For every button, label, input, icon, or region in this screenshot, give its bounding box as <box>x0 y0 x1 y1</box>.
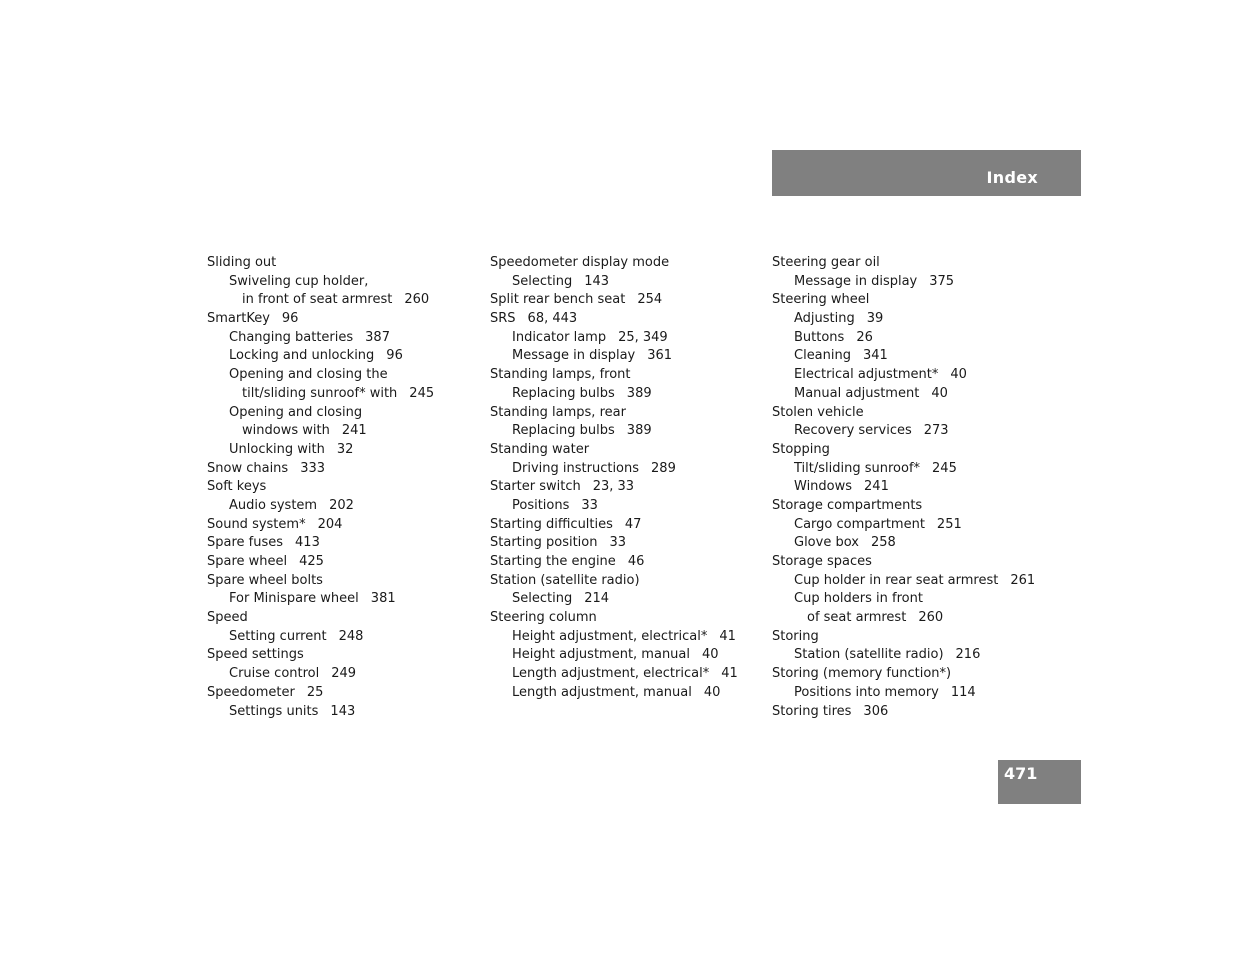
entry-text: Replacing bulbs <box>512 423 615 439</box>
index-subentry <box>772 609 1042 628</box>
entry-text: Split rear bench seat <box>490 292 626 308</box>
entry-page-ref: 68, 443 <box>527 311 578 327</box>
index-entry <box>772 404 1042 423</box>
index-entry <box>207 516 477 535</box>
entry-text: Positions <box>512 497 570 513</box>
index-column-2 <box>490 254 760 703</box>
entry-page-ref: 425 <box>299 554 324 569</box>
index-subentry <box>490 646 760 665</box>
entry-text: Steering column <box>490 610 597 626</box>
entry-page-ref: 204 <box>317 516 343 532</box>
index-subentry <box>207 291 477 310</box>
entry-text: Station (satellite radio) <box>794 647 944 663</box>
entry-text: Changing batteries <box>229 329 354 345</box>
entry-text: Adjusting <box>794 311 855 327</box>
entry-text: of seat armrest <box>807 610 907 626</box>
entry-text: Storing (memory function*) <box>772 666 952 682</box>
entry-page-ref: 32 <box>336 441 354 457</box>
entry-page-ref: 41 <box>721 666 738 682</box>
index-entry <box>772 291 1042 310</box>
index-entry <box>490 404 760 423</box>
entry-text: Steering gear oil <box>772 255 880 270</box>
entry-text: Opening and closing the <box>229 367 388 383</box>
index-entry <box>207 478 477 497</box>
entry-text: Driving instructions <box>512 460 640 476</box>
entry-text: Speedometer display mode <box>490 255 670 270</box>
entry-page-ref: 413 <box>295 535 320 551</box>
entry-text: tilt/sliding sunroof* with <box>242 385 398 401</box>
index-column-1 <box>207 254 477 721</box>
entry-page-ref: 41 <box>719 628 736 644</box>
index-subentry <box>490 329 760 348</box>
index-entry <box>207 572 477 591</box>
index-subentry <box>490 628 760 647</box>
index-subentry <box>490 385 760 404</box>
entry-page-ref: 333 <box>300 460 326 476</box>
index-subentry <box>490 273 760 292</box>
index-subentry <box>207 665 477 684</box>
entry-text: Opening and closing <box>229 404 363 420</box>
entry-page-ref: 40 <box>931 385 948 401</box>
index-entry <box>490 572 760 591</box>
entry-page-ref: 389 <box>626 385 652 401</box>
entry-text: Steering wheel <box>772 292 870 308</box>
entry-text: Audio system <box>229 497 318 513</box>
entry-page-ref: 25, 349 <box>618 329 668 345</box>
index-subentry <box>772 572 1042 591</box>
entry-text: Message in display <box>512 348 636 364</box>
index-entry <box>207 553 477 572</box>
index-entry <box>207 254 477 273</box>
entry-text: For Minispare wheel <box>229 591 359 607</box>
page-title: Index <box>986 168 1038 187</box>
entry-page-ref: 40 <box>950 367 967 383</box>
index-entry <box>490 553 760 572</box>
header-bar <box>772 150 1081 196</box>
entry-page-ref: 46 <box>627 554 645 569</box>
index-subentry <box>772 347 1042 366</box>
index-subentry <box>490 422 760 441</box>
entry-page-ref: 361 <box>647 348 673 364</box>
index-subentry <box>207 422 477 441</box>
index-subentry <box>207 441 477 460</box>
entry-text: Unlocking with <box>229 441 325 457</box>
entry-text: Standing water <box>490 441 590 457</box>
index-subentry <box>207 497 477 516</box>
index-subentry <box>490 497 760 516</box>
index-entry <box>207 609 477 628</box>
entry-page-ref: 261 <box>1010 572 1036 588</box>
index-subentry <box>207 590 477 609</box>
entry-text: Storage spaces <box>772 554 872 569</box>
index-subentry <box>490 347 760 366</box>
entry-page-ref: 143 <box>584 273 610 289</box>
index-subentry <box>207 366 477 385</box>
index-subentry <box>207 273 477 292</box>
entry-page-ref: 289 <box>651 460 676 476</box>
entry-text: SRS <box>490 311 516 327</box>
entry-text: Electrical adjustment* <box>794 367 939 383</box>
entry-text: Speedometer <box>207 684 295 700</box>
index-subentry <box>772 329 1042 348</box>
entry-text: Setting current <box>229 628 327 644</box>
entry-text: Indicator lamp <box>512 329 607 345</box>
entry-page-ref: 341 <box>863 348 888 364</box>
entry-text: Length adjustment, manual <box>512 684 692 700</box>
entry-page-ref: 23, 33 <box>592 479 635 495</box>
entry-page-ref: 241 <box>864 479 889 495</box>
entry-text: Sliding out <box>207 255 277 270</box>
entry-page-ref: 306 <box>863 703 889 719</box>
entry-text: Length adjustment, electrical* <box>512 666 710 682</box>
entry-page-ref: 202 <box>329 497 354 513</box>
entry-page-ref: 254 <box>637 292 663 308</box>
entry-text: Standing lamps, rear <box>490 404 626 420</box>
index-entry <box>490 478 760 497</box>
entry-page-ref: 26 <box>856 329 873 345</box>
entry-page-ref: 260 <box>404 292 430 308</box>
index-subentry <box>772 478 1042 497</box>
index-subentry <box>207 703 477 722</box>
index-subentry <box>207 628 477 647</box>
entry-text: Replacing bulbs <box>512 385 615 401</box>
entry-page-ref: 39 <box>866 311 884 327</box>
index-subentry <box>207 385 477 404</box>
index-subentry <box>207 329 477 348</box>
index-subentry <box>772 310 1042 329</box>
index-column-3 <box>772 254 1042 721</box>
index-entry <box>490 441 760 460</box>
entry-text: Standing lamps, front <box>490 367 631 383</box>
index-entry <box>490 534 760 553</box>
index-subentry <box>772 385 1042 404</box>
entry-page-ref: 258 <box>870 535 896 551</box>
index-subentry <box>772 366 1042 385</box>
entry-page-ref: 25 <box>306 684 324 700</box>
index-subentry <box>490 684 760 703</box>
entry-text: Starting position <box>490 535 598 551</box>
index-entry <box>490 366 760 385</box>
entry-text: Cup holders in front <box>794 591 923 607</box>
entry-text: Storing <box>772 628 819 644</box>
index-entry <box>207 310 477 329</box>
entry-text: Spare wheel <box>207 554 288 569</box>
entry-text: Swiveling cup holder, <box>229 273 369 289</box>
index-entry <box>772 553 1042 572</box>
entry-page-ref: 214 <box>584 591 610 607</box>
entry-page-ref: 273 <box>923 423 949 439</box>
entry-text: Speed <box>207 610 248 626</box>
index-entry <box>772 628 1042 647</box>
index-subentry <box>772 460 1042 479</box>
index-subentry <box>490 590 760 609</box>
index-entry <box>772 665 1042 684</box>
entry-text: Recovery services <box>794 423 912 439</box>
entry-text: Cargo compartment <box>794 516 925 532</box>
entry-text: Tilt/sliding sunroof* <box>794 460 921 476</box>
index-entry <box>207 684 477 703</box>
page-number: 471 <box>1004 764 1038 783</box>
index-subentry <box>490 460 760 479</box>
index-subentry <box>772 646 1042 665</box>
entry-page-ref: 96 <box>386 348 403 364</box>
index-subentry <box>772 590 1042 609</box>
entry-text: Selecting <box>512 591 573 607</box>
entry-text: Snow chains <box>207 460 289 476</box>
entry-text: Positions into memory <box>794 684 939 700</box>
index-entry <box>772 703 1042 722</box>
entry-page-ref: 387 <box>365 329 390 345</box>
entry-page-ref: 381 <box>370 591 396 607</box>
entry-text: Sound system* <box>207 516 306 532</box>
entry-text: Locking and unlocking <box>229 348 375 364</box>
entry-page-ref: 40 <box>703 684 721 700</box>
entry-text: in front of seat armrest <box>242 292 393 308</box>
index-entry <box>772 497 1042 516</box>
entry-page-ref: 245 <box>932 460 957 476</box>
index-subentry <box>207 404 477 423</box>
entry-page-ref: 143 <box>330 703 356 719</box>
index-subentry <box>772 273 1042 292</box>
entry-text: Cruise control <box>229 666 320 682</box>
entry-page-ref: 96 <box>281 311 299 327</box>
entry-page-ref: 47 <box>624 516 642 532</box>
entry-text: Stopping <box>772 441 830 457</box>
entry-text: Storage compartments <box>772 497 923 513</box>
index-subentry <box>772 684 1042 703</box>
entry-page-ref: 40 <box>702 647 719 663</box>
entry-text: Message in display <box>794 273 918 289</box>
index-entry <box>207 460 477 479</box>
index-entry <box>207 646 477 665</box>
entry-text: Buttons <box>794 329 845 345</box>
index-entry <box>490 609 760 628</box>
entry-text: Station (satellite radio) <box>490 572 640 588</box>
entry-text: Starting difficulties <box>490 516 613 532</box>
entry-page-ref: 33 <box>609 535 627 551</box>
entry-text: Manual adjustment <box>794 385 920 401</box>
entry-page-ref: 260 <box>918 610 944 626</box>
entry-text: Height adjustment, manual <box>512 647 690 663</box>
entry-text: Cup holder in rear seat armrest <box>794 572 999 588</box>
index-subentry <box>490 665 760 684</box>
entry-text: Spare fuses <box>207 535 284 551</box>
entry-text: SmartKey <box>207 311 270 327</box>
index-entry <box>490 254 760 273</box>
entry-text: Stolen vehicle <box>772 404 864 420</box>
entry-text: Spare wheel bolts <box>207 572 323 588</box>
page-number-box <box>998 760 1081 804</box>
entry-page-ref: 389 <box>626 423 652 439</box>
entry-text: Cleaning <box>794 348 851 364</box>
index-entry <box>490 516 760 535</box>
entry-text: Selecting <box>512 273 573 289</box>
index-subentry <box>207 347 477 366</box>
entry-text: Glove box <box>794 535 859 551</box>
entry-text: windows with <box>242 423 330 439</box>
index-subentry <box>772 422 1042 441</box>
entry-page-ref: 216 <box>955 647 981 663</box>
entry-page-ref: 251 <box>936 516 962 532</box>
entry-page-ref: 375 <box>929 273 955 289</box>
entry-page-ref: 245 <box>409 385 435 401</box>
index-entry <box>772 441 1042 460</box>
entry-text: Settings units <box>229 703 319 719</box>
entry-text: Starting the engine <box>490 554 616 569</box>
entry-text: Starter switch <box>490 479 581 495</box>
index-entry <box>772 254 1042 273</box>
entry-page-ref: 114 <box>950 684 976 700</box>
entry-text: Storing tires <box>772 703 852 719</box>
index-entry <box>207 534 477 553</box>
entry-text: Soft keys <box>207 479 267 495</box>
entry-text: Height adjustment, electrical* <box>512 628 708 644</box>
entry-text: Speed settings <box>207 647 304 663</box>
entry-text: Windows <box>794 479 853 495</box>
index-entry <box>490 291 760 310</box>
entry-page-ref: 248 <box>338 628 364 644</box>
index-entry <box>490 310 760 329</box>
entry-page-ref: 241 <box>341 423 367 439</box>
entry-page-ref: 249 <box>331 666 357 682</box>
index-subentry <box>772 516 1042 535</box>
entry-page-ref: 33 <box>581 497 598 513</box>
index-subentry <box>772 534 1042 553</box>
